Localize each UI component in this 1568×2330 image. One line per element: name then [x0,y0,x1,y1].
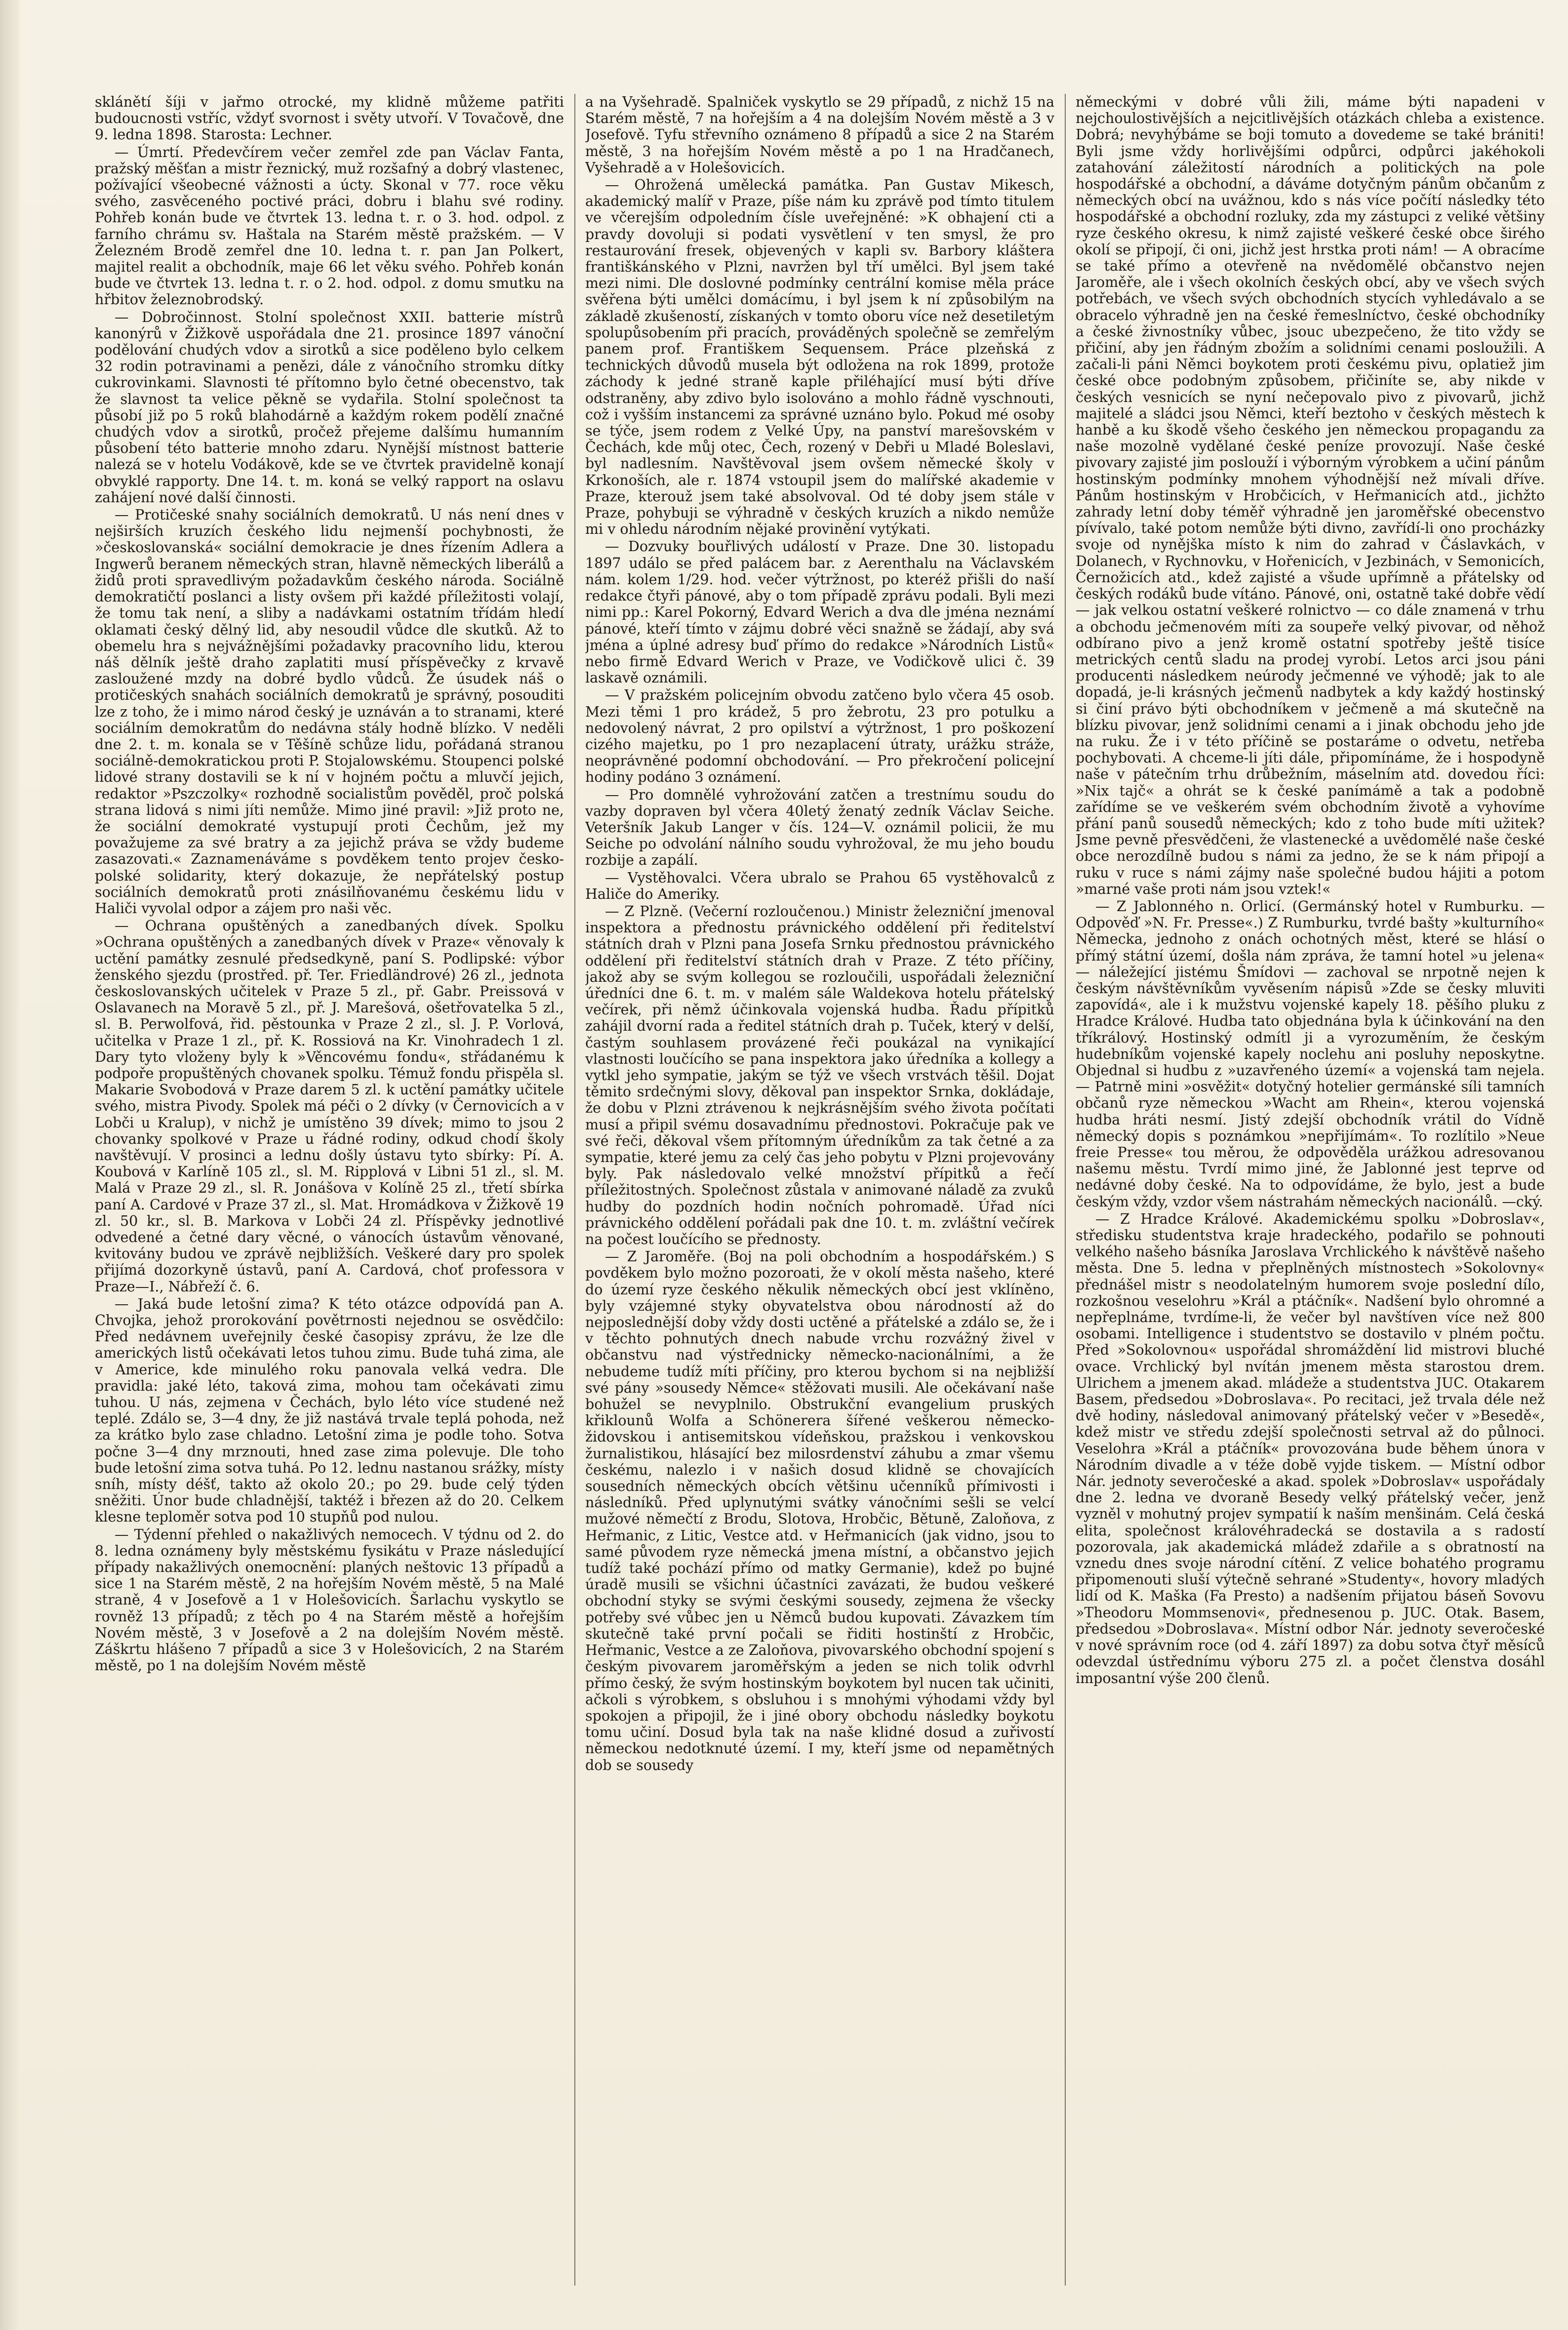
article-paragraph: — Pro domnělé vyhrožování zatčen a trestnímu soudu do vazby dopraven byl včera 40letý ženatý zedník Václav Seiche. Veteršník Jakub Langer v čís. 124—V. oznámil policii, že mu Seiche po odvolání nálního soudu vyhrožoval, že mu jeho boudu rozbije a zapálí. [585,786,1054,869]
page-edge-left [0,0,20,2330]
article-paragraph: — Jaká bude letošní zima? K této otázce odpovídá pan A. Chvojka, jehož prorokování povětrnosti nejednou se osvědčilo: Před nedávnem uveřejnily české časopisy zprávu, že lze dle amerických listů očekávati letos tuhou zimu. Bude tuhá zima, ale v Americe, kde minulého roku panovala velká vedra. Dle pravidla: jaké léto, taková zima, mohou tam očekávati zimu tuhou. U nás, zejmena v Čechách, bylo léto více studené než teplé. Zdálo se, 3—4 dny, že již nastává trvale teplá pohoda, než za krátko bylo zase chladno. Letošní zima je podle toho. Sotva počne 3—4 dny mrznouti, hned zase zima polevuje. Dle toho bude letošní zima sotva tuhá. Po 12. lednu nastanou srážky, místy sníh, místy déšť, takto až okolo 20.; po 29. bude celý týden sněžiti. Únor bude chladnější, taktéž i březen až do 20. Celkem klesne teploměr sotva pod 10 stupňů pod nulou. [95,1295,564,1526]
article-paragraph: — Ohrožená umělecká památka. Pan Gustav Mikesch, akademický malíř v Praze, píše nám ku zprávě pod tímto titulem ve včerejším odpoledním čísle uveřejněné: »K obhajení cti a pravdy dovoluji si podati vysvětlení v ten smysl, že pro restaurování fresek, objevených v kapli sv. Barbory kláštera františkánského v Plzni, navržen byl tří umělci. Byl jsem také mezi nimi. Dle doslovné podmínky centrální komise měla práce svěřena býti umělci domácímu, i byl jsem k ní způsobilým na základě zkušeností, získaných v tomto oboru více než desetiletým spolupůsobením při pracích, prováděných společně se zemřelým panem prof. Františkem Sequensem. Práce plzeňská z technických důvodů musela být odložena na rok 1899, protože záchody k jedné straně kaple přiléhající musí býti dříve odstraněny, aby zdivo bylo isolováno a mohlo řádně vyschnouti, což i vyšším instancemi za správné uznáno bylo. Pokud mé osoby se týče, jsem rodem z Velké Úpy, na panství marešovském v Čechách, kde můj otec, Čech, rozený v Debři u Mladé Boleslavi, byl nadlesním. Navštěvoval jsem ovšem německé školy v Krkonoších, ale r. 1874 vstoupil jsem do malířské akademie v Praze, kterouž jsem také absolvoval. Od té doby jsem stále v Praze, pohybuji se výhradně v českých kruzích a nikdo nemůže mi v ohledu národním nějaké provinění vytýkati. [585,177,1054,538]
article-paragraph: sklánětí šíji v jařmo otrocké, my klidně můžeme patřiti budoucnosti vstříc, vždyť svornost i světy utvoří. V Tovačově, dne 9. ledna 1898. Starosta: Lechner. [95,94,564,143]
article-paragraph: — Protičeské snahy sociálních demokratů. U nás není dnes v nejširších kruzích českého lidu nejmenší pochybnosti, že »českoslovanská« sociální demokracie je dnes řízením Adlera a Ingwerů beranem německých stran, hlavně německých liberálů a židů proti spravedlivým požadavkům českého národa. Sociálně demokratičtí poslanci a listy ovšem při každé příležitosti volají, že tomu tak není, a sliby a nadávkami ostatním třídám hledí oklamati český dělný lid, aby nesoudil vůdce dle skutků. Až to obemelu hra s nejvážnějšími požadavky pracovního lidu, kterou náš dělník ještě draho zaplatiti musí příspěvečky z krvavě zasloužené mzdy na dobré bydlo vůdců. Že úsudek náš o protičeských snahách sociálních demokratů je správný, posouditi lze z toho, že i mimo národ český je uznáván a to stranami, které sociálním demokratům do nedávna stály hodně blízko. V neděli dne 2. t. m. konala se v Těšíně schůze lidu, pořádaná stranou sociálně-demokratickou proti P. Stojalowskému. Stoupenci polské lidové strany dostavili se k ní v hojném počtu a mluvčí jejich, redaktor »Pszczolky« rozhodně socialistům pověděl, proč polská strana lidová s nimi jíti nemůže. Mimo jiné pravil: »Již proto ne, že sociální demokraté vystupují proti Čechům, jež my považujeme za své bratry a za jejichž práva se vždy budeme zasazovati.« Zaznamenáváme s povděkem tento projev česko-polské solidarity, který dokazuje, že nepřátelský postup sociálních demokratů proti znásilňovanému českému lidu v Haliči vyvolal odpor a zájem pro naši věc. [95,507,564,917]
article-paragraph: německými v dobré vůli žili, máme býti napadeni v nejchoulostivějších a nejcitlivějších otázkách chleba a existence. Dobrá; nevyhýbáme se boji tomuto a dovedeme se také brániti! Byli jsme vždy horlivějšími odpůrci, odpůrci jakéhokoli zatahování záležitostí národních a politických na pole hospodářské a obchodní, a dáváme dotyčným pánům občanům z německých obcí na uvážnou, kdo s nás více počítí následky této hospodářské a obchodní rozluky, zda my zástupci z veliké většiny ryze českého okresu, k nimž zajisté veškeré české obce širého okolí se připojí, či oni, jichž jest hrstka proti nám! — A obracíme se také přímo a otevřeně na nvědomělé občanstvo nejen Jaroměře, ale i všech okolních českých obcí, aby ve všech svých potřebách, ve všech svých obchodních stycích vyhledávalo a se obracelo výhradně jen na české řemeslníctvo, české obchodníky a české živnostníky vůbec, jsouc ubezpečeno, že tito vždy se přičiní, aby jen řádným zbožím a solidními cenami posloužili. A začali-li páni Němci boykotem proti českému pivu, oplatiež jim české obce podobným způsobem, přičiníte se, aby nikde v českých vesnicích se nyní nečepovalo pivo z pivovarů, jichž majitelé a sládci jsou Němci, kteří beztoho v českých městech k hanbě a ku škodě všeho českého jen německou propagandu za naše mozolně vydělané české peníze provozují. Naše české pivovary zajisté jim poslouží i výborným výrobkem a učiní pánům hostinským podmínky mnohem výhodnější než mívali dříve. Pánům hostinským v Hrobčicích, v Heřmanicích atd., jichžto zahrady letní doby téměř výhradně jen jaroměřské obecenstvo pívívalo, také potom nemůže býti divno, zavřídí-li ono procházky svoje od nynějška místo k nim do zahrad v Čáslavkách, v Dolanech, v Rychnovku, v Hořenicích, v Jezbinách, v Semonicích, Černožicích atd., kdež zajisté a všude upřímně a přátelsky od českých rodáků bude vítáno. Pánové, oni, ostatně také dobře vědí — jak velkou ostatní veškeré rolnictvo — co dále znamená v trhu a obchodu ječmenovém míti za soupeře velký pivovar, od něhož odbírano pivo a jenž kromě ostatní spotřeby ještě tisíce metrických centů sladu na prodej vyrobí. Letos arci jsou páni producenti následkem neúrody ječmenné ve výhodě; jak to ale dopadá, je-li krásných ječmenů nadbytek a kdy každý hostinský si činí právo býti obchodníkem v ječmeně a má skutečně na blízku pivovar, jenž solidními cenami a i jinak obchodu jeho jde na ruku. Že i v této příčině se postaráme o odvetu, netřeba pochybovati. A chceme-li jíti dále, připomínáme, že i hospodyně naše v pátečním trhu drůbežním, máselním atd. dovedou říci: »Nix tajč« a ohrát se k české panímámě a tak a podobně zařídíme se ve veškerém svém obchodním životě a vyhovíme přání panů sousedů německých; kdo z toho bude míti užitek? Jsme pevně přesvědčeni, že vlastenecké a uvědomělé naše české obce nerozdílně budou s námi za jedno, že se k nám připojí a ruku v ruce s námi zájmy naše společné budou hájiti a potom »marné vaše proti nám jsou vztek!« [1076,94,1545,897]
article-paragraph: — Dobročinnost. Stolní společnost XXII. batterie místrů kanonýrů v Žižkově uspořádala dne 21. prosince 1897 vánoční podělování chudých vdov a sirotků a sice poděleno bylo celkem 32 rodin potravinami a penězi, dále z vánočního stromku dítky cukrovinkami. Slavnosti té přítomno bylo četné obecenstvo, tak že slavnost ta velice pěkně se vydařila. Stolní společnost ta působí již po 5 roků blahodárně a každým rokem podělí značné chudých vdov a sirotků, pročež přejeme dalšímu humanním působení této batterie mnoho zdaru. Nynější místnost batterie nalezá se v hotelu Vodákově, kde se ve čtvrtek pravidelně konají obvyklé rapporty. Dne 14. t. m. koná se velký rapport na oslavu zahájení nové další činnosti. [95,309,564,506]
article-paragraph: — Z Hradce Králové. Akademickému spolku »Dobroslav«, středisku studentstva kraje hradeckého, podařilo se pohnouti velkého našeho básníka Jaroslava Vrchlického k návštěvě našeho města. Dne 5. ledna v přeplněných místnostech »Sokolovny« přednášel mistr s neodolatelným humorem svoje poslední dílo, rozkošnou veselohru »Král a ptáčník«. Nadšení bylo ohromné a nepřeplnáme, tvrdíme-li, že večer byl navštíven více než 800 osobami. Intelligence i studentstvo se dostavilo v plném počtu. Před »Sokolovnou« uspořádal shromáždění lid mistrovi bluché ovace. Vrchlický byl nvítán jmenem města starostou drem. Ulrichem a jmenem akad. mládeže a studentstva JUC. Otakarem Basem, předsedou »Dobroslava«. Po recitaci, jež trvala déle než dvě hodiny, následoval animovaný přátelský večer v »Besedě«, kdež mistr ve středu zdejší společnosti setrval až do půlnoci. Veselohra »Král a ptáčník« provozována bude během února v Národním divadle a v téže době vyjde tiskem. — Místní odbor Nár. jednoty severočeské a akad. spolek »Dobroslav« uspořádaly dne 2. ledna ve dvoraně Besedy velký přátelský večer, jenž vyzněl v mohutný projev sympatií k naším menšinám. Celá česká elita, společnost královéhradecká se dostavila a s radostí pozorovala, jak akademická mládež zdařile a s obratností na vznedu dnes svoje národní cítění. Z velice bohatého programu připomenouti sluší výtečně sehrané »Studenty«, hovory mladých lidí od K. Maška (Fa Presto) a nadšením přijatou báseň Sovovu »Theodoru Mommsenovi«, přednesenou p. JUC. Otak. Basem, předsedou »Dobroslava«. Místní odbor Nár. jednoty severočeské v nové správním roce (od 4. září 1897) za dobu sotva čtyř měsíců odevzdal ústřednímu výboru 275 zl. a počet členstva dosáhl imposantní výše 200 členů. [1076,1210,1545,1687]
column-rule [574,94,575,2286]
text-column-2 [585,94,1054,2290]
article-paragraph: — Z Jaroměře. (Boj na poli obchodním a hospodářském.) S povděkem bylo možno pozoroati, že v okolí města našeho, které do území ryze českého někulik německých obcí jest vklíněno, byly vzájemné styky obyvatelstva obou národností až do nejposlednější doby vždy dosti uctěné a přátelské a zdálo se, že i v těchto pohnutých dnech nabude vrchu rozvážný živel v občanstvu nad výstřednicky německo-nacionálními, a že nebudeme tudíž míti příčiny, pro kterou bychom si na nejbližší své pány »sousedy Němce« stěžovati musili. Ale očekávaní naše bohužel se nevyplnilo. Obstrukční evangelium pruských křiklounů Wolfa a Schönerera šířené veškerou německo-židovskou i antisemitskou vídeňskou, pražskou i venkovskou žurnalistikou, hlásající bez milosrdenství záhubu a zmar všemu českému, nalezlo i v našich dosud klidně se chovajících sousedních německých obcích většinu učenníků přímivosti i následníků. Před uplynutými svátky vánočními sešli se velcí mužové němečtí z Brodu, Slotova, Hrobčic, Bětuně, Zaloňova, z Heřmanic, z Litic, Vestce atd. v Heřmanicích (jak vidno, jsou to samé původem ryze německá jmena místní, a občanstvo jejich tudíž také pochází přímo od matky Germanie), kdež po bujné úradě musili se všichni účastníci zavázati, že budou veškeré obchodní styky se svými českými sousedy, zejmena že všecky potřeby své vůbec jen u Němců budou kupovati. Závazkem tím skutečně také první počali se řiditi hostinští z Hrobčic, Heřmanic, Vestce a ze Zaloňova, pivovarského obchodní spojení s českým pivovarem jaroměřským a jeden se nich tolik odvrhl přímo český, že svým hostinským boykotem byl nucen tak učiniti, ačkoli s výrobkem, s obsluhou i s mnohými výhodami vždy byl spokojen a připojil, že i jiné obory obchodu následky boykotu tomu učiní. Dosud byla tak na naše klidné dosud a zuřivostí německou nedotknuté území. I my, kteří jsme od nepamětných dob se sousedy [585,1248,1054,1773]
article-paragraph: — Dozvuky bouřlivých událostí v Praze. Dne 30. listopadu 1897 událo se před palácem bar. z Aerenthalu na Václavském nám. kolem 1/29. hod. večer výtržnost, po kteréž přišli do naší redakce čtyři pánové, aby o tom případě zprávu podali. Byli mezi nimi pp.: Karel Pokorný, Edvard Werich a dva dle jména neznámí pánové, kteří tímto v zájmu dobré věci snažně se žádají, aby svá jména a úplné adresy buď přímo do redakce »Národních Listů« nebo firmě Edvard Werich v Praze, ve Vodičkově ulici č. 39 laskavě oznámili. [585,538,1054,686]
article-paragraph: — V pražském policejním obvodu zatčeno bylo včera 45 osob. Mezi těmi 1 pro krádež, 5 pro žebrotu, 23 pro potulku a nedovolený návrat, 2 pro opilství a výtržnost, 1 pro poškození cizého majetku, po 1 pro nezaplacení útraty, urážku stráže, neoprávněné podomní obchodování. — Pro překročení policejní hodiny podáno 3 oznámení. [585,687,1054,786]
text-column-3 [1076,94,1545,2290]
article-paragraph: a na Vyšehradě. Spalniček vyskytlo se 29 případů, z nichž 15 na Starém městě, 7 na hořejším a 4 na dolejším Novém městě a 3 v Josefově. Tyfu střevního oznámeno 8 případů a sice 2 na Starém městě, 3 na hořejším Novém městě a po 1 na Hradčanech, Vyšehradě a v Holešovicích. [585,94,1054,176]
article-paragraph: — Ochrana opuštěných a zanedbaných dívek. Spolku »Ochrana opuštěných a zanedbaných dívek v Praze« věnovaly k uctění památky zesnulé předsedkyně, paní S. Podlipské: výbor ženského sjezdu (prostřed. př. Ter. Friedländrové) 26 zl., jednota českoslovanských učitelek v Praze 5 zl., př. Gabr. Preissová v Oslavanech na Moravě 5 zl., př. J. Marešová, ošetřovatelka 5 zl., sl. B. Perwolfová, řid. pěstounka v Praze 2 zl., sl. J. P. Vorlová, učitelka v Praze 1 zl., př. K. Rossiová na Kr. Vinohradech 1 zl. Dary tyto vloženy byly k »Věncovému fondu«, střádanému k podpoře propuštěných chovanek spolku. Témuž fondu přispěla sl. Makarie Svobodová v Praze darem 5 zl. k uctění památky učitele svého, mistra Pivody. Spolek má péči o 2 dívky (v Černovicích a v Lobči u Kralup), v nichž je umístěno 39 dívek; mimo to jsou 2 chovanky spolkové v Praze u řádné rodiny, odkud chodí školy navštěvují. V prosinci a lednu došly ústavu tyto sbírky: Pí. A. Koubová v Karlíně 105 zl., sl. M. Ripplová v Libni 51 zl., sl. M. Malá v Praze 29 zl., sl. R. Jonášova v Kolíně 25 zl., třetí sbírka paní A. Cardové v Praze 37 zl., sl. Mat. Hromádkova v Žižkově 19 zl. 50 kr., sl. B. Markova v Lobči 24 zl. Příspěvky jednotlivé odvedené a četné dary věcné, o vánocích ústavům věnované, kvitovány budou ve zprávě nejbližších. Veškeré dary pro spolek přijímá dozorkyně ústavů, paní A. Cardová, choť professora v Praze—I., Nábřeží č. 6. [95,918,564,1295]
column-rule [1065,94,1066,2286]
article-paragraph: — Týdenní přehled o nakažlivých nemocech. V týdnu od 2. do 8. ledna oznámeny byly městskému fysikátu v Praze následující případy nakažlivých onemocnění: planých neštovic 13 případů a sice 1 na Starém městě, 2 na hořejším Novém městě, 5 na Malé straně, 4 v Josefově a 1 v Holešovicích. Šarlachu vyskytlo se rovněž 13 případů; z těch po 4 na Starém městě a hořejším Novém městě, 3 v Josefově a 2 na dolejším Novém městě. Záškrtu hlášeno 7 případů a sice 3 v Holešovicích, 2 na Starém městě, po 1 na dolejším Novém městě [95,1526,564,1674]
article-paragraph: — Z Plzně. (Večerní rozloučenou.) Ministr železniční jmenoval inspektora a přednostu právnického oddělení při ředitelství státních drah v Plzni pana Josefa Srnku přednostou právnického oddělení při ředitelství státních drah v Praze. Z této příčiny, jakož aby se svým kollegou se rozloučili, uspořádali železniční úředníci dne 6. t. m. v malém sále Waldekova hotelu přátelský večírek, při němž účinkovala vojenská hudba. Řadu přípitků zahájil dvorní rada a ředitel státních drah p. Tuček, který v delší, častým souhlasem provázené řeči poukázal na vynikající vlastnosti loučícího se pana inspektora jako úředníka a kollegy a vytkl jeho sympatie, jakým se týž ve všech vrstvách těšil. Dojat těmito srdečnými slovy, děkoval pan inspektor Srnka, dokládaje, že dobu v Plzni ztrávenou k nejkrásnějším svého života počítati musí a připil svému dosavadnímu přednostovi. Pokračuje pak ve své řeči, děkoval všem přítomným úředníkům za tak četné a za sympatie, které jemu za celý čas jeho pobytu v Plzni projevovány byly. Pak následovalo velké množství přípitků a řečí příležitostných. Společnost zůstala v animované náladě za zvuků hudby do pozdních hodin nočních pohromadě. Úřad níci právnického oddělení pořádali pak dne 10. t. m. zvláštní večírek na počest loučícího se přednosty. [585,903,1054,1248]
text-column-1 [95,94,564,2290]
article-paragraph: — Z Jablonného n. Orlicí. (Germánský hotel v Rumburku. — Odpověď »N. Fr. Presse«.) Z Rumburku, tvrdé bašty »kulturního« Německa, jednoho z onách ochotných měst, které se hlásí o přímý státní území, došla nám zpráva, že tamní hotel »u jelena« — náležející jistému Šmídovi — zachoval se nrpotně nejen k českým návštěvníkům vyvěsením nápisů »Zde se česky mluviti zapovídá«, ale i k mužstvu vojenské kapely 18. pěšího pluku z Hradce Králové. Hudba tato objednána byla k účinkování na den tříkrálový. Hostinský odmítl ji a vyrozuměním, že českým hudebníkům vojenské kapely noclehu ani posluhy neposkytne. Objednal si hudbu z »uzavřeného území« a vojenská tam nejela. — Patrně mini »osvěžit« dotyčný hotelier germánské síli tamních občanů ryze německou »Wacht am Rhein«, kterou vojenská hudba hráti nesmí. Jistý zdejší obchodník vrátil do Vídně německý dopis s poznámkou »nepřijímám«. To rozlítilo »Neue freie Presse« tou měrou, že odpověděla urážkou adresovanou našemu městu. Tvrdí mimo jiné, že Jablonné jest teprve od nedávné doby české. Na to odpovídáme, že bylo, jest a bude českým vždy, vzdor všem nástrahám německých nacionálů. —cký. [1076,898,1545,1210]
article-paragraph: — Úmrtí. Předevčírem večer zemřel zde pan Václav Fanta, pražský měšťan a mistr řeznický, muž rozšafný a dobrý vlastenec, požívající všeobecné vážnosti a úcty. Skonal v 77. roce věku svého, zasvěceného poctivé práci, dobru i blahu své rodiny. Pohřeb konán bude ve čtvrtek 13. ledna t. r. o 3. hod. odpol. z farního chrámu sv. Haštala na Starém městě pražském. — V Železném Brodě zemřel dne 10. ledna t. r. pan Jan Polkert, majitel realit a obchodník, maje 66 let věku svého. Pohřeb konán bude ve čtvrtek 13. ledna t. r. o 2. hod. odpol. z domu smutku na hřbitov železnobrodský. [95,144,564,308]
article-paragraph: — Vystěhovalci. Včera ubralo se Prahou 65 vystěhovalců z Haliče do Ameriky. [585,869,1054,902]
